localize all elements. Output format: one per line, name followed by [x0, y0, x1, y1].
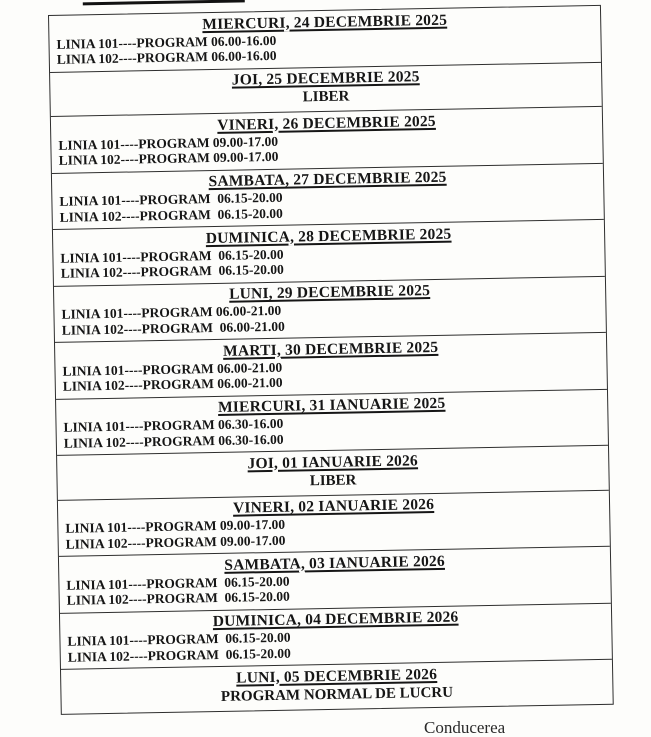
status-line: PROGRAM NORMAL DE LUCRU: [220, 684, 454, 705]
program-line: LINIA 101----PROGRAM 06.00-16.00: [56, 32, 277, 52]
day-row: [60, 603, 612, 670]
status-line: LIBER: [309, 471, 357, 489]
day-row: [61, 660, 613, 714]
day-row: [52, 163, 604, 230]
scanned-page: [48, 5, 614, 715]
day-heading-text: DUMINICA, 04 DECEMBRIE 2026: [212, 608, 459, 631]
program-line: LINIA 102----PROGRAM 06.15-20.00: [60, 261, 284, 281]
program-line: LINIA 101----PROGRAM 06.00-21.00: [62, 359, 283, 379]
day-heading-text: VINERI, 26 DECEMBRIE 2025: [217, 112, 436, 134]
day-heading-text: MIERCURI, 31 IANUARIE 2025: [217, 394, 446, 416]
program-line: LINIA 102----PROGRAM 06.15-20.00: [59, 205, 283, 225]
day-heading-text: VINERI, 02 IANUARIE 2026: [232, 496, 435, 517]
program-line: LINIA 102----PROGRAM 06.15-20.00: [67, 645, 291, 665]
program-line: LINIA 101----PROGRAM 06.15-20.00: [66, 573, 290, 593]
day-row: [55, 333, 607, 400]
day-row: [53, 220, 605, 287]
day-row: [51, 107, 603, 174]
program-line: LINIA 102----PROGRAM 06.00-21.00: [61, 318, 285, 338]
day-heading-text: DUMINICA, 28 DECEMBRIE 2025: [205, 225, 452, 247]
program-line: LINIA 101----PROGRAM 06.30-16.00: [63, 415, 284, 435]
program-line: LINIA 102----PROGRAM 09.00-17.00: [58, 148, 279, 168]
program-line: LINIA 101----PROGRAM 06.00-21.00: [61, 302, 282, 322]
program-line: LINIA 102----PROGRAM 06.00-16.00: [56, 47, 277, 67]
day-heading-text: LUNI, 05 DECEMBRIE 2026: [236, 665, 438, 687]
program-line: LINIA 101----PROGRAM 06.15-20.00: [67, 629, 291, 649]
program-line: LINIA 102----PROGRAM 06.30-16.00: [63, 431, 284, 451]
day-row: [56, 389, 608, 456]
day-heading-text: MARTI, 30 DECEMBRIE 2025: [222, 338, 439, 360]
cropped-previous-heading-underline: [83, 0, 245, 5]
day-heading-text: SAMBATA, 03 IANUARIE 2026: [224, 552, 446, 574]
day-heading-text: SAMBATA, 27 DECEMBRIE 2025: [208, 168, 447, 191]
day-row: [58, 490, 610, 557]
program-line: LINIA 101----PROGRAM 09.00-17.00: [58, 133, 279, 153]
footer-signature-partial: Conducerea: [424, 718, 506, 737]
program-line: LINIA 102----PROGRAM 09.00-17.00: [65, 532, 286, 552]
day-heading-text: JOI, 01 IANUARIE 2026: [247, 451, 419, 472]
day-row: [54, 276, 606, 343]
day-row: [49, 6, 601, 73]
program-line: LINIA 101----PROGRAM 06.15-20.00: [59, 189, 283, 209]
day-row: [59, 547, 611, 614]
day-heading-text: JOI, 25 DECEMBRIE 2025: [231, 68, 420, 89]
schedule-table: [48, 5, 614, 715]
program-line: LINIA 101----PROGRAM 06.15-20.00: [60, 246, 284, 266]
status-line: LIBER: [302, 88, 350, 106]
day-heading-text: MIERCURI, 24 DECEMBRIE 2025: [202, 11, 448, 33]
program-line: LINIA 102----PROGRAM 06.15-20.00: [66, 588, 290, 608]
day-heading-text: LUNI, 29 DECEMBRIE 2025: [229, 282, 431, 303]
program-line: LINIA 102----PROGRAM 06.00-21.00: [62, 374, 283, 394]
program-line: LINIA 101----PROGRAM 09.00-17.00: [65, 516, 286, 536]
